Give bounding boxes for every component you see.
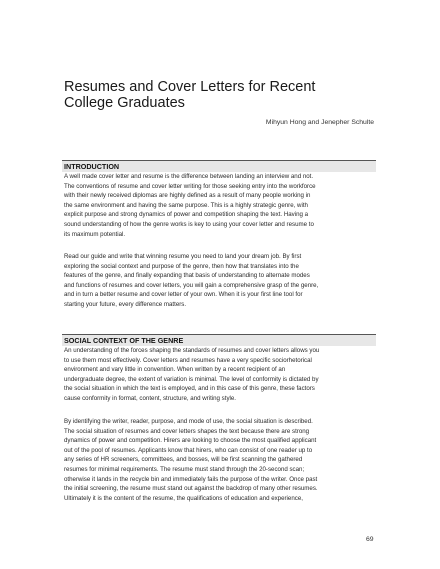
text-line: cause conformity in format, content, structure, and writing style. — [64, 394, 237, 402]
section-heading-text: SOCIAL CONTEXT OF THE GENRE — [64, 336, 184, 345]
text-line: with their newly received diplomas are highly defined as a result of many people working in — [64, 192, 311, 200]
text-line: By identifying the writer, reader, purpose, and mode of use, the social situation is described. — [64, 418, 313, 425]
section-heading-introduction — [62, 160, 376, 172]
text-line: resumes for minimal requirements. The resume must stand through the 20-second scan; — [64, 465, 305, 473]
paragraph — [64, 172, 380, 239]
text-line: exploring the social context and purpose of the genre, then how that translates into the — [64, 262, 299, 270]
paragraph — [64, 252, 380, 310]
text-line: The conventions of resume and cover letter writing for those seeking entry into the workforce — [64, 182, 316, 190]
text-line: starting your future, every difference matters. — [64, 300, 187, 308]
section-heading-social-context — [62, 334, 376, 346]
text-line: undergraduate degree, the extent of variation is minimal. The level of conformity is dictated by — [64, 375, 319, 383]
text-line: otherwise it lands in the recycle bin and immediately fails the purpose of the writer. Once past — [64, 475, 318, 483]
section-heading-text: INTRODUCTION — [64, 162, 120, 171]
text-line: sound understanding of how the genre works is key to using your cover letter and resume to — [64, 220, 314, 228]
text-line: dynamics of power and competition. Hirers are looking to choose the most qualified applicant — [64, 437, 317, 445]
text-line: the initial screening, the resume must stand out against the backdrop of many other resumes. — [64, 485, 318, 493]
text-line: Read our guide and write that winning resume you need to land your dream job. By first — [64, 253, 302, 260]
document-title — [64, 79, 394, 111]
text-line: and in turn a better resume and cover letter of your own. When it is your first line tool for — [64, 291, 303, 299]
text-line: and functions of resumes and cover letters, you will gain a comprehensive grasp of the genre, — [64, 281, 319, 289]
text-line: any series of HR screeners, committees, and bosses, will be first scanning the gathered — [64, 456, 303, 464]
text-line: out of the pool of resumes. Applicants know that hirers, who can consist of one reader up to — [64, 446, 313, 454]
paragraph — [64, 417, 380, 503]
text-line: A well made cover letter and resume is the difference between landing an interview and not. — [64, 173, 314, 180]
authors: Mihyun Hong and Jenepher Schulte — [265, 119, 374, 126]
text-line: the social situation in which the text is employed, and in this case of this genre, these factors — [64, 385, 315, 393]
text-line: Ultimately it is the content of the resume, the qualifications of education and experience, — [64, 494, 303, 502]
text-line: the same environment and having the same purpose. This is a highly strategic genre, with — [64, 201, 308, 209]
title-line-2: College Graduates — [64, 95, 185, 111]
text-line: explicit purpose and strong dynamics of power and competition shaping the text. Having a — [64, 211, 309, 219]
text-line: The social situation of resumes and cover letters shapes the text because there are strong — [64, 427, 310, 435]
title-line-1: Resumes and Cover Letters for Recent — [64, 79, 316, 95]
text-line: its maximum potential. — [64, 230, 126, 238]
text-line: environment and vary little in convention. When written by a recent recipient of an — [64, 366, 286, 374]
text-line: features of the genre, and finally expanding that basis of understanding to alternate modes — [64, 272, 310, 280]
paragraph — [64, 346, 380, 404]
text-line: An understanding of the forces shaping the standards of resumes and cover letters allows you — [64, 347, 320, 354]
page-number: 69 — [366, 536, 374, 543]
text-line: to use them most effectively. Cover letters and resumes have a very specific sociorhetorical — [64, 356, 312, 364]
